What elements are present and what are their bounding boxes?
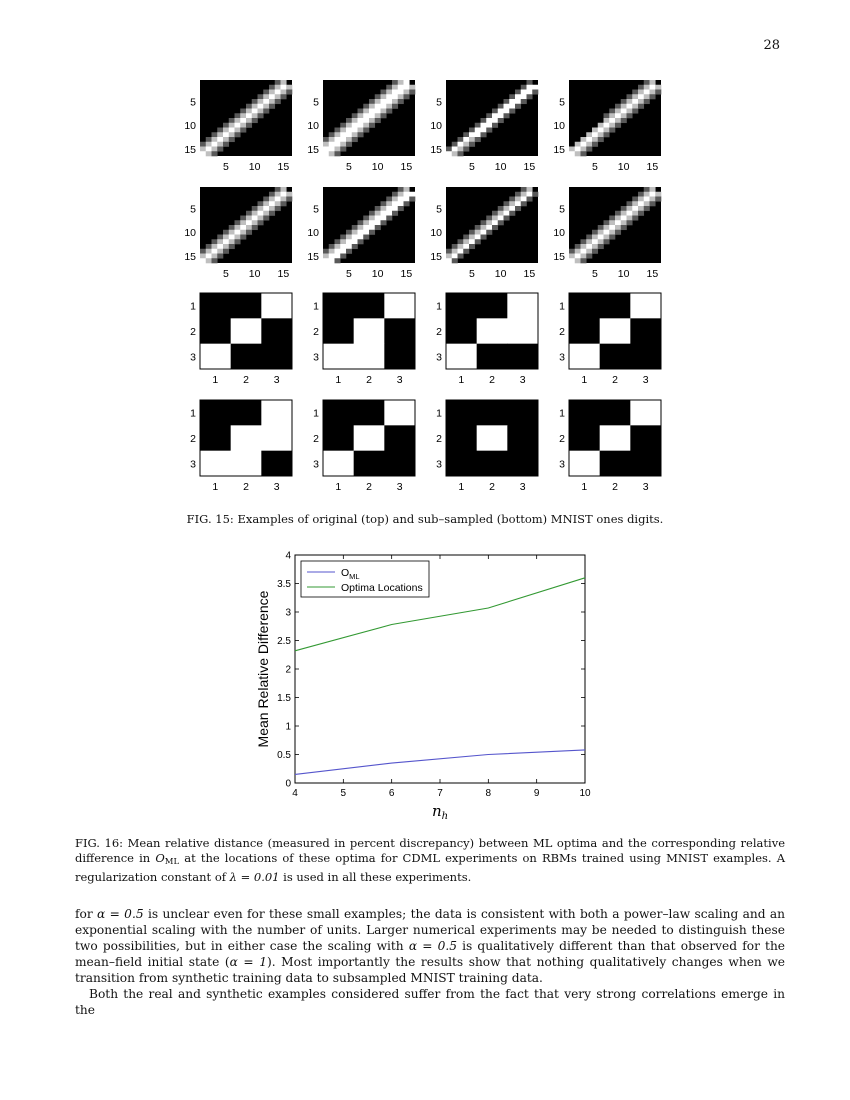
digit-image-subsampled xyxy=(200,293,292,369)
y-tick-label: 2 xyxy=(285,664,291,676)
digit-image-original xyxy=(200,80,292,156)
digit-x-tick: 15 xyxy=(277,268,290,280)
p1-text-3: is qualitatively different than that observed for the mean–field initial state ( xyxy=(75,939,786,969)
digit-x-tick: 15 xyxy=(400,161,413,173)
digit-y-tick: 5 xyxy=(559,96,565,109)
digit-y-tick: 15 xyxy=(307,143,319,156)
figure-16-caption-lambda: λ = 0.01 xyxy=(229,870,280,884)
digit-y-tick: 10 xyxy=(307,120,319,133)
p1-math-3: α = 1 xyxy=(229,955,267,969)
small-x-tick: 3 xyxy=(396,481,403,493)
digit-x-tick: 10 xyxy=(617,161,630,173)
body-paragraph-2: Both the real and synthetic examples considered suffer from the fact that very strong correlations emerge in the xyxy=(75,987,785,1017)
digit-x-tick: 15 xyxy=(523,268,536,280)
small-y-tick: 3 xyxy=(313,351,319,364)
y-tick-label: 0.5 xyxy=(277,750,291,761)
page-number: 28 xyxy=(763,38,780,53)
digit-y-tick: 10 xyxy=(430,227,442,240)
small-x-tick: 2 xyxy=(612,481,618,493)
figure-16-label: FIG. 16: xyxy=(75,836,124,850)
figure-15-caption-text: Examples of original (top) and sub–sampled (bottom) MNIST ones digits. xyxy=(237,512,664,526)
small-x-tick: 2 xyxy=(243,481,249,493)
small-y-tick: 1 xyxy=(436,300,442,313)
digit-x-tick: 15 xyxy=(277,161,290,173)
digit-y-tick: 5 xyxy=(436,203,442,216)
small-y-tick: 3 xyxy=(190,351,196,364)
body-text xyxy=(75,906,785,1018)
small-x-tick: 3 xyxy=(519,481,526,493)
digit-y-tick: 10 xyxy=(430,120,442,133)
digit-image-original xyxy=(323,187,415,263)
figure-16-caption-O: O xyxy=(155,851,165,865)
digit-image-original xyxy=(323,80,415,156)
small-y-tick: 3 xyxy=(436,458,442,471)
small-x-tick: 1 xyxy=(212,481,219,493)
digit-x-tick: 15 xyxy=(400,268,413,280)
digit-image-subsampled xyxy=(200,400,292,476)
line-chart-svg xyxy=(245,547,615,822)
figure-15-label: FIG. 15: xyxy=(186,512,234,526)
figure-16-caption-part-2: at the locations of these optima for CDML experiments on RBMs trained using MNIST examples. A regularization constant of xyxy=(75,851,786,884)
small-x-tick: 1 xyxy=(335,481,342,493)
small-y-tick: 2 xyxy=(190,326,196,338)
digit-y-tick: 10 xyxy=(184,120,196,133)
small-y-tick: 2 xyxy=(436,433,442,445)
small-x-tick: 2 xyxy=(612,374,618,386)
small-y-tick: 2 xyxy=(436,326,442,338)
digit-x-tick: 5 xyxy=(468,161,475,173)
digit-x-tick: 5 xyxy=(591,161,598,173)
figure-16-chart xyxy=(245,547,615,822)
small-x-tick: 3 xyxy=(273,374,280,386)
x-tick-label: 8 xyxy=(485,788,492,799)
y-tick-label: 1.5 xyxy=(277,693,291,704)
digit-x-tick: 15 xyxy=(523,161,536,173)
digit-y-tick: 10 xyxy=(553,120,565,133)
small-y-tick: 1 xyxy=(436,407,442,420)
p1-math-1: α = 0.5 xyxy=(97,907,144,921)
figure-15-caption xyxy=(0,512,850,527)
p1-text-2: is unclear even for these small examples; the data is consistent with both a power–law scaling and an exponential scaling with the number of units. Larger numerical experiments may be needed to distinguish these two possibilities, but in either case the scaling with xyxy=(75,907,786,953)
small-y-tick: 1 xyxy=(190,407,196,420)
legend-entry: $O_{ML}$ xyxy=(341,567,360,581)
p1-text-1: for xyxy=(75,907,93,921)
digit-image-original xyxy=(446,80,538,156)
digit-image-original xyxy=(200,187,292,263)
digit-y-tick: 15 xyxy=(184,143,196,156)
x-tick-label: 10 xyxy=(579,788,591,799)
small-y-tick: 1 xyxy=(313,407,319,420)
digit-y-tick: 15 xyxy=(553,143,565,156)
small-x-tick: 2 xyxy=(243,374,249,386)
small-y-tick: 3 xyxy=(559,351,565,364)
small-y-tick: 2 xyxy=(313,326,319,338)
small-x-tick: 1 xyxy=(212,374,219,386)
digit-x-tick: 5 xyxy=(468,268,475,280)
digit-image-subsampled xyxy=(446,293,538,369)
small-y-tick: 1 xyxy=(313,300,319,313)
small-x-tick: 1 xyxy=(581,481,588,493)
digit-x-tick: 5 xyxy=(591,268,598,280)
body-paragraph-1 xyxy=(75,906,785,986)
small-y-tick: 1 xyxy=(190,300,196,313)
digit-y-tick: 5 xyxy=(559,203,565,216)
small-y-tick: 2 xyxy=(559,326,565,338)
x-tick-label: 5 xyxy=(340,788,347,799)
digit-image-subsampled xyxy=(323,400,415,476)
small-x-tick: 2 xyxy=(489,374,495,386)
small-x-tick: 2 xyxy=(366,374,372,386)
small-x-tick: 1 xyxy=(458,481,465,493)
digit-y-tick: 15 xyxy=(184,250,196,263)
digit-images-svg xyxy=(175,72,685,502)
x-tick-label: 7 xyxy=(437,788,443,799)
small-y-tick: 2 xyxy=(313,433,319,445)
small-y-tick: 3 xyxy=(559,458,565,471)
y-axis-label: Mean Relative Difference xyxy=(255,590,271,748)
y-tick-label: 4 xyxy=(285,550,291,562)
small-x-tick: 3 xyxy=(396,374,403,386)
figure-16-caption-part-1: Mean relative distance (measured in percent discrepancy) between ML optima and the corresponding relative difference in xyxy=(75,836,785,865)
chart-legend xyxy=(301,561,429,597)
digit-image-original xyxy=(569,80,661,156)
y-tick-label: 0 xyxy=(285,778,291,790)
digit-x-tick: 5 xyxy=(345,161,352,173)
figure-16-caption xyxy=(75,836,785,885)
small-y-tick: 2 xyxy=(190,433,196,445)
digit-y-tick: 10 xyxy=(553,227,565,240)
figure-16-caption-part-3: is used in all these experiments. xyxy=(283,870,472,884)
digit-x-tick: 10 xyxy=(248,161,261,173)
x-tick-label: 9 xyxy=(533,788,540,799)
x-axis-label: $n_h$ xyxy=(431,802,449,822)
p1-math-2: α = 0.5 xyxy=(408,939,457,953)
digit-y-tick: 15 xyxy=(307,250,319,263)
digit-y-tick: 10 xyxy=(307,227,319,240)
digit-y-tick: 10 xyxy=(184,227,196,240)
figure-16-caption-sub: ML xyxy=(164,857,180,867)
digit-image-subsampled xyxy=(323,293,415,369)
y-tick-label: 2.5 xyxy=(277,636,291,647)
digit-y-tick: 15 xyxy=(430,250,442,263)
digit-y-tick: 5 xyxy=(313,203,319,216)
digit-x-tick: 5 xyxy=(345,268,352,280)
digit-y-tick: 5 xyxy=(436,96,442,109)
x-tick-label: 6 xyxy=(388,788,395,799)
small-x-tick: 2 xyxy=(489,481,495,493)
small-y-tick: 3 xyxy=(313,458,319,471)
small-x-tick: 2 xyxy=(366,481,372,493)
small-y-tick: 1 xyxy=(559,300,565,313)
digit-x-tick: 15 xyxy=(646,268,659,280)
y-tick-label: 1 xyxy=(285,721,291,733)
small-y-tick: 3 xyxy=(436,351,442,364)
digit-x-tick: 10 xyxy=(494,268,507,280)
small-y-tick: 2 xyxy=(559,433,565,445)
digit-image-original xyxy=(446,187,538,263)
digit-image-subsampled xyxy=(569,400,661,476)
digit-y-tick: 15 xyxy=(553,250,565,263)
small-x-tick: 3 xyxy=(519,374,526,386)
small-x-tick: 1 xyxy=(458,374,465,386)
figure-15-digit-grid xyxy=(175,72,685,502)
digit-x-tick: 10 xyxy=(248,268,261,280)
digit-x-tick: 15 xyxy=(646,161,659,173)
small-x-tick: 3 xyxy=(642,374,649,386)
legend-entry: Optima Locations xyxy=(341,582,423,594)
digit-x-tick: 5 xyxy=(222,161,229,173)
digit-x-tick: 10 xyxy=(371,268,384,280)
digit-image-subsampled xyxy=(569,293,661,369)
digit-image-subsampled xyxy=(446,400,538,476)
digit-x-tick: 10 xyxy=(371,161,384,173)
digit-y-tick: 5 xyxy=(313,96,319,109)
digit-x-tick: 5 xyxy=(222,268,229,280)
small-x-tick: 3 xyxy=(642,481,649,493)
small-y-tick: 1 xyxy=(559,407,565,420)
small-x-tick: 3 xyxy=(273,481,280,493)
y-tick-label: 3 xyxy=(285,607,291,619)
small-x-tick: 1 xyxy=(581,374,588,386)
small-y-tick: 3 xyxy=(190,458,196,471)
small-x-tick: 1 xyxy=(335,374,342,386)
digit-y-tick: 5 xyxy=(190,203,196,216)
digit-y-tick: 5 xyxy=(190,96,196,109)
digit-y-tick: 15 xyxy=(430,143,442,156)
x-tick-label: 4 xyxy=(292,788,298,799)
digit-image-original xyxy=(569,187,661,263)
p1-text-4: ). Most importantly the results show that nothing qualitatively changes when we transition from synthetic training data to subsampled MNIST training data. xyxy=(75,955,785,985)
digit-x-tick: 10 xyxy=(494,161,507,173)
y-tick-label: 3.5 xyxy=(277,579,291,590)
digit-x-tick: 10 xyxy=(617,268,630,280)
